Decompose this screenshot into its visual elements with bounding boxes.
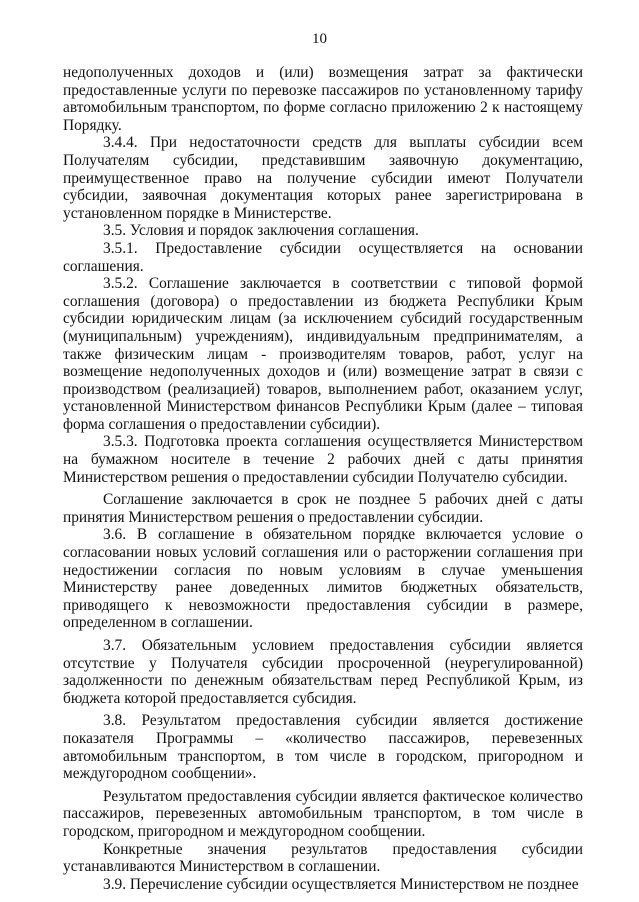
- paragraph: 3.8. Результатом предоставления субсидии является достижение показателя Программы – «количество пассажиров, перевезенных автомобильным транспортом, в том числе в городском, пригородном и междугородном сообщении».: [63, 712, 583, 783]
- paragraph: Конкретные значения результатов предоставления субсидии устанавливаются Министерством в соглашении.: [63, 840, 583, 876]
- paragraph: 3.6. В соглашение в обязательном порядке включается условие о согласовании новых условий соглашения или о расторжении соглашения при недостижении согласия по новым условиям в случае уменьшения Министерству ранее доведенных лимитов бюджетных обязательств, приводящего к невозможности предоставления субсидии в размере, определенном в соглашении.: [63, 526, 583, 632]
- paragraph: 3.5.2. Соглашение заключается в соответствии с типовой формой соглашения (договора) о предоставлении из бюджета Республики Крым субсидии юридическим лицам (за исключением субсидий государственным (муниципальным) учреждениям), индивидуальным предпринимателям, а также физическим лицам - производителям товаров, работ, услуг на возмещение недополученных доходов и (или) возмещение затрат в связи с производством (реализацией) товаров, выполнением работ, оказанием услуг, установленной Министерством финансов Республики Крым (далее – типовая форма соглашения о предоставлении субсидии).: [63, 275, 583, 433]
- paragraph: Соглашение заключается в срок не позднее 5 рабочих дней с даты принятия Министерством решения о предоставлении субсидии.: [63, 491, 583, 526]
- paragraph: 3.5.1. Предоставление субсидии осуществляется на основании соглашения.: [63, 239, 583, 275]
- paragraph: 3.5. Условия и порядок заключения соглашения.: [103, 222, 419, 240]
- paragraph: 3.4.4. При недостаточности средств для выплаты субсидии всем Получателям субсидии, представившим заявочную документацию, преимущественное право на получение субсидии имеют Получатели субсидии, заявочная документация которых ранее зарегистрирована в установленном порядке в Министерстве.: [63, 134, 583, 222]
- paragraph: 3.7. Обязательным условием предоставления субсидии является отсутствие у Получателя субсидии просроченной (неурегулированной) задолженности по денежным обязательствам перед Республикой Крым, из бюджета которой предоставляется субсидия.: [63, 637, 583, 707]
- paragraph: Результатом предоставления субсидии является фактическое количество пассажиров, перевезенных автомобильным транспортом, в том числе в городском, пригородном и междугородном сообщении.: [63, 787, 583, 840]
- page-number: 10: [312, 31, 327, 47]
- paragraph: недополученных доходов и (или) возмещения затрат за фактически предоставленные услуги по перевозке пассажиров по установленному тарифу автомобильным транспортом, по форме согласно приложению 2 к настоящему Порядку.: [63, 64, 583, 134]
- paragraph: 3.5.3. Подготовка проекта соглашения осуществляется Министерством на бумажном носителе в течение 2 рабочих дней с даты принятия Министерством решения о предоставлении субсидии Получателю субсидии.: [63, 433, 583, 486]
- paragraph: 3.9. Перечисление субсидии осуществляется Министерством не позднее: [103, 875, 579, 893]
- document-body: [63, 64, 583, 893]
